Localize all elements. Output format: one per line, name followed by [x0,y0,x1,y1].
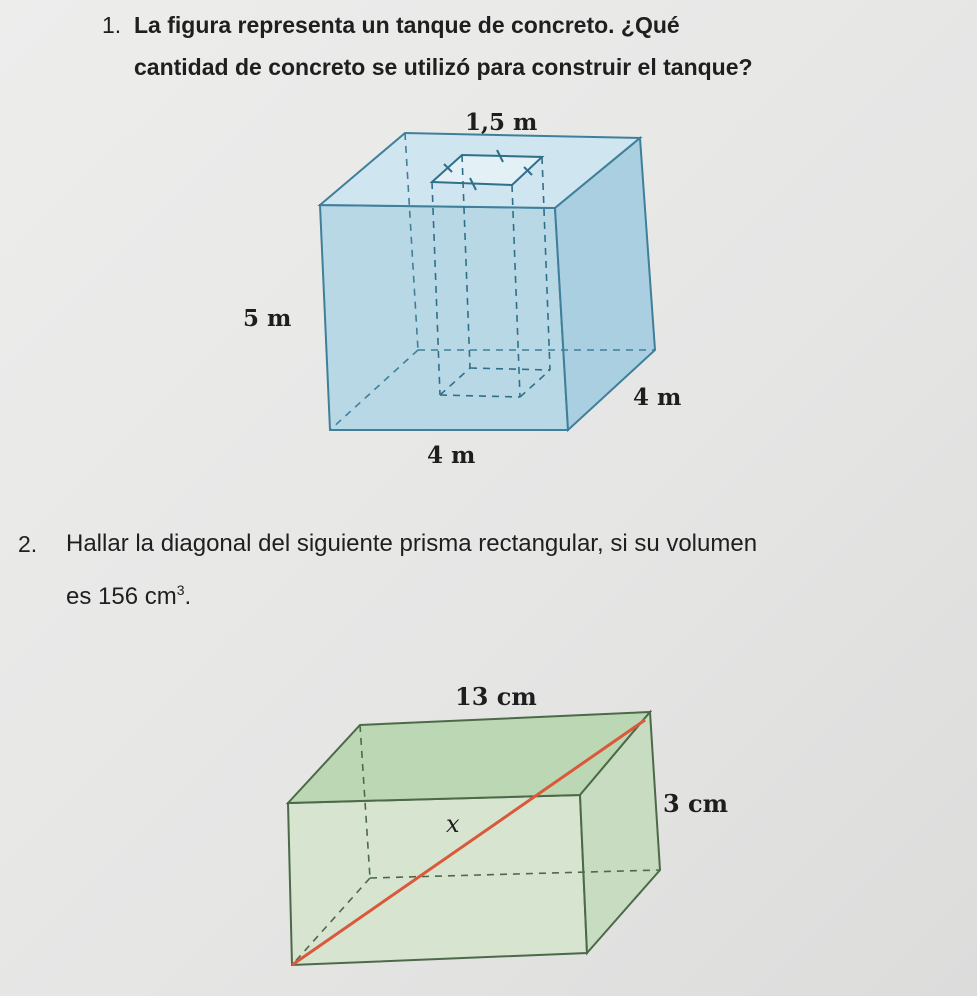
question-1-number: 1. [102,12,122,38]
question-1-line-2: cantidad de concreto se utilizó para construir el tanque? [134,54,753,80]
tank-label-width: 4 m [427,442,476,469]
prism-front-face [288,795,587,965]
question-1-line-1: La figura representa un tanque de concreto. ¿Qué [134,12,680,38]
prism-label-diagonal: x [446,810,460,838]
question-2-number: 2. [18,531,38,557]
prism-label-length: 13 cm [455,682,537,711]
question-2-period: . [184,583,192,610]
tank-label-top: 1,5 m [465,109,538,136]
tank-label-height: 5 m [243,305,292,332]
prism-label-height: 3 cm [663,789,729,818]
question-2-volume: es 156 cm [66,583,177,610]
tank-label-depth: 4 m [633,384,682,411]
question-2-line-1: Hallar la diagonal del siguiente prisma rectangular, si su volumen [66,530,758,557]
question-2-exponent: 3 [176,582,185,598]
